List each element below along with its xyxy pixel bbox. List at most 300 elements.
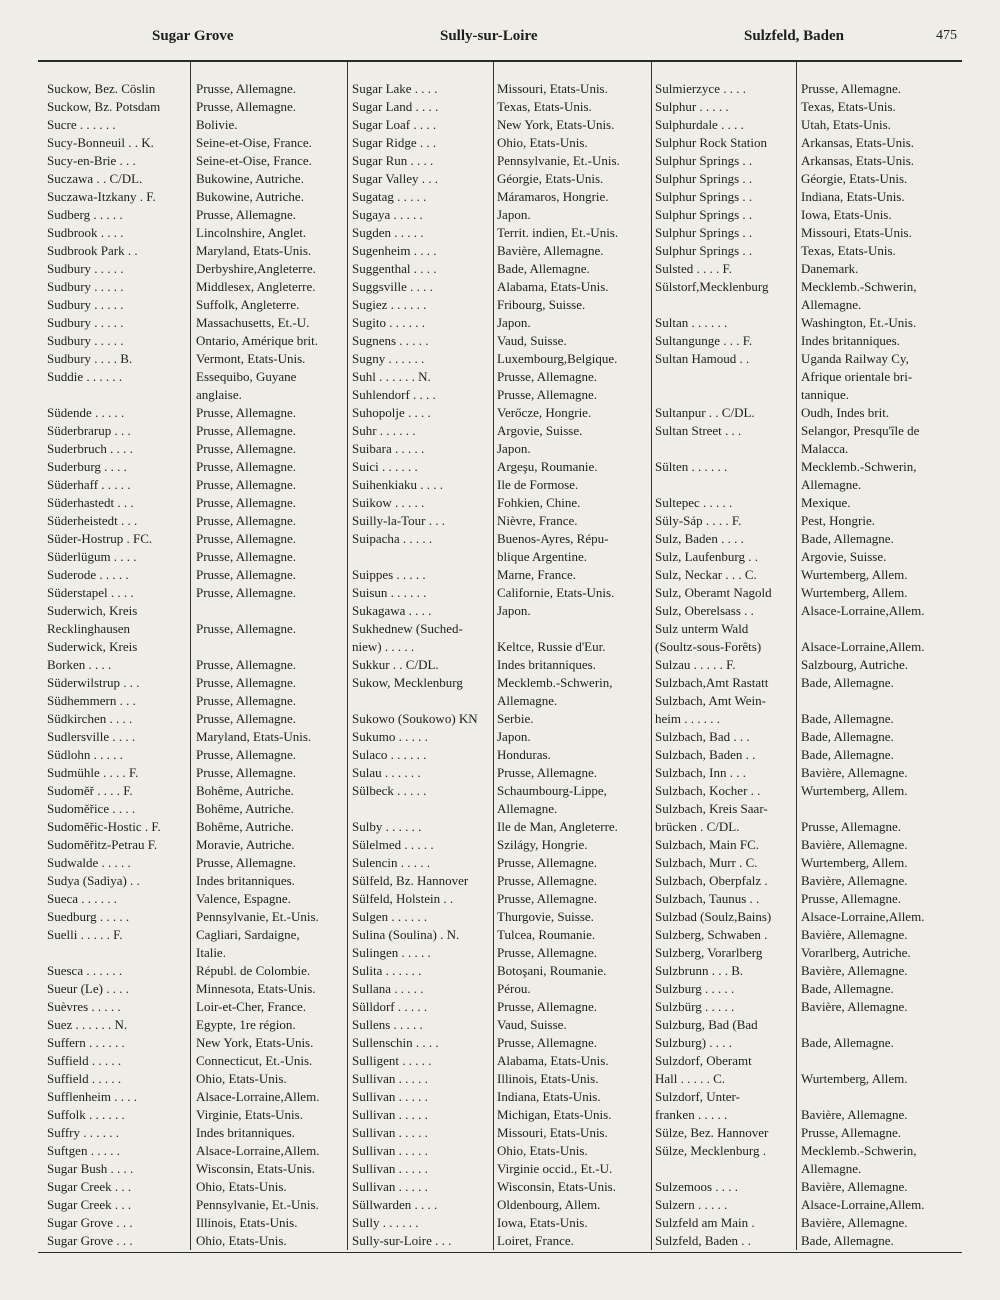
entry-line: Sugnens . . . . . [352, 333, 429, 348]
entry-line: Prusse, Allemagne. [497, 1035, 598, 1050]
entry-line: Sulz, Neckar . . . C. [655, 567, 757, 582]
entry-line: Sukagawa . . . . [352, 603, 432, 618]
entry-line: Alsace-Lorraine,Allem. [801, 639, 925, 654]
entry-line: Sudbury . . . . . [47, 297, 124, 312]
entry-line: Sulzburg . . . . . [655, 981, 735, 996]
entry-line: Sugar Loaf . . . . [352, 117, 437, 132]
entry-line: Indiana, Etats-Unis. [497, 1089, 601, 1104]
entry-line: Marne, France. [497, 567, 577, 582]
entry-line: Prusse, Allemagne. [497, 855, 598, 870]
entry-line: Bukowine, Autriche. [196, 171, 304, 186]
entry-line: Sudberg . . . . . [47, 207, 123, 222]
entry-line: Suikow . . . . . [352, 495, 425, 510]
entry-line: Sulzbach, Kocher . . [655, 783, 761, 798]
entry-line: Suffry . . . . . . [47, 1125, 119, 1140]
entry-line: Missouri, Etats-Unis. [497, 1125, 608, 1140]
entry-line: Sugiez . . . . . . [352, 297, 427, 312]
entry-line: Essequibo, Guyane [196, 369, 297, 384]
entry-line: Sullivan . . . . . [352, 1089, 428, 1104]
entry-line: Sulphur Rock Station [655, 135, 767, 150]
entry-line: Allemagne. [801, 477, 862, 492]
entry-line [655, 386, 791, 404]
entry-line: Sudoměř . . . . F. [47, 783, 133, 798]
entry-line: Sukow, Mecklenburg [352, 675, 463, 690]
entry-line: Süderheistedt . . . [47, 513, 138, 528]
entry-line [655, 1160, 791, 1178]
entry-line: Bade, Allemagne. [801, 1233, 894, 1248]
entry-line: Utah, Etats-Unis. [801, 117, 891, 132]
entry-line: Sulligent . . . . . [352, 1053, 432, 1068]
entry-line: Bade, Allemagne. [801, 531, 894, 546]
entry-line: Prusse, Allemagne. [196, 657, 297, 672]
entry-line: Alsace-Lorraine,Allem. [801, 1197, 925, 1212]
location-column-2 [497, 80, 649, 1250]
entry-line: Illinois, Etats-Unis. [497, 1071, 599, 1086]
entry-line: Sulzdorf, Unter- [655, 1089, 740, 1104]
entry-line: Indes britanniques. [196, 873, 295, 888]
entry-line: Bade, Allemagne. [801, 711, 894, 726]
entry-line: Allemagne. [497, 693, 558, 708]
entry-line: Bade, Allemagne. [801, 675, 894, 690]
entry-line: Prusse, Allemagne. [196, 675, 297, 690]
entry-line: Suesca . . . . . . [47, 963, 123, 978]
entry-line [47, 944, 189, 962]
entry-line [801, 620, 957, 638]
entry-line: Thurgovie, Suisse. [497, 909, 594, 924]
entry-line: Sudbury . . . . . [47, 315, 124, 330]
entry-line: Prusse, Allemagne. [196, 81, 297, 96]
entry-line: Iowa, Etats-Unis. [801, 207, 892, 222]
place-name-column-3 [655, 80, 791, 1250]
entry-line: Wurtemberg, Allem. [801, 567, 908, 582]
entry-line: heim . . . . . . [655, 711, 720, 726]
entry-line: Prusse, Allemagne. [196, 441, 297, 456]
entry-line: Prusse, Allemagne. [196, 585, 297, 600]
entry-line: Sudya (Sadiya) . . [47, 873, 140, 888]
entry-line: Sudoměřice . . . . [47, 801, 136, 816]
entry-line: Pennsylvanie, Et.-Unis. [196, 909, 319, 924]
entry-line: Prusse, Allemagne. [497, 369, 598, 384]
entry-line: Sugaya . . . . . [352, 207, 423, 222]
entry-line: Suisun . . . . . . [352, 585, 427, 600]
entry-line: Sulzburg, Bad (Bad [655, 1017, 758, 1032]
entry-line: Sullivan . . . . . [352, 1143, 428, 1158]
entry-line: Bavière, Allemagne. [801, 1107, 908, 1122]
entry-line: Sulzern . . . . . [655, 1197, 728, 1212]
entry-line: Sukhednew (Suched- [352, 621, 463, 636]
entry-line: Süderhaff . . . . . [47, 477, 131, 492]
entry-line: Iowa, Etats-Unis. [497, 1215, 588, 1230]
entry-line: Recklinghausen [47, 621, 131, 636]
entry-line: Sueca . . . . . . [47, 891, 118, 906]
entry-line [352, 800, 492, 818]
entry-line: Fohkien, Chine. [497, 495, 581, 510]
entry-line: Wurtemberg, Allem. [801, 585, 908, 600]
entry-line: Süly-Sáp . . . . F. [655, 513, 742, 528]
entry-line: Wisconsin, Etats-Unis. [196, 1161, 315, 1176]
entry-line: Prusse, Allemagne. [196, 513, 297, 528]
entry-line: Suhlendorf . . . . [352, 387, 436, 402]
entry-line: Bavière, Allemagne. [801, 765, 908, 780]
entry-line: Sugar Valley . . . [352, 171, 439, 186]
entry-line: Sulzbach, Murr . C. [655, 855, 758, 870]
entry-line: Prusse, Allemagne. [801, 891, 902, 906]
entry-line: Ohio, Etats-Unis. [196, 1179, 287, 1194]
entry-line: Prusse, Allemagne. [196, 405, 297, 420]
entry-line: Sulzau . . . . . F. [655, 657, 736, 672]
entry-line: Alabama, Etats-Unis. [497, 279, 609, 294]
entry-line: Sucy-Bonneuil . . K. [47, 135, 154, 150]
entry-line: Uganda Railway Cy, [801, 351, 909, 366]
entry-line: Sulphur Springs . . [655, 243, 753, 258]
entry-line: Szilágy, Hongrie. [497, 837, 588, 852]
entry-line: Indes britanniques. [196, 1125, 295, 1140]
entry-line: Allemagne. [497, 801, 558, 816]
entry-line: Sullivan . . . . . [352, 1125, 428, 1140]
entry-line: Sudbury . . . . . [47, 279, 124, 294]
entry-line: Suez . . . . . . N. [47, 1017, 128, 1032]
entry-line: Illinois, Etats-Unis. [196, 1215, 298, 1230]
entry-line [196, 638, 344, 656]
entry-line: Bavière, Allemagne. [497, 243, 604, 258]
entry-line: Alsace-Lorraine,Allem. [196, 1143, 320, 1158]
entry-line: Honduras. [497, 747, 551, 762]
entry-line: Italie. [196, 945, 226, 960]
entry-line: Prusse, Allemagne. [801, 1125, 902, 1140]
entry-line: Maryland, Etats-Unis. [196, 729, 312, 744]
entry-line: Texas, Etats-Unis. [801, 99, 896, 114]
entry-line: Sulzberg, Schwaben . [655, 927, 768, 942]
entry-line: Sueur (Le) . . . . [47, 981, 129, 996]
entry-line: Suhopolje . . . . [352, 405, 431, 420]
entry-line: Lincolnshire, Anglet. [196, 225, 307, 240]
entry-line: Prusse, Allemagne. [196, 549, 297, 564]
entry-line: Sullenschin . . . . [352, 1035, 439, 1050]
entry-line: Sulzbrunn . . . B. [655, 963, 744, 978]
entry-line: Suèvres . . . . . [47, 999, 121, 1014]
entry-line: Sülze, Mecklenburg . [655, 1143, 766, 1158]
entry-line: Selangor, Presqu'île de [801, 423, 920, 438]
entry-line [352, 692, 492, 710]
entry-line: Mexique. [801, 495, 851, 510]
entry-line: Loiret, France. [497, 1233, 574, 1248]
entry-line: Sukowo (Soukowo) KN [352, 711, 478, 726]
entry-line: Nièvre, France. [497, 513, 578, 528]
entry-line: Suftgen . . . . . [47, 1143, 120, 1158]
entry-line: Süderhastedt . . . [47, 495, 134, 510]
entry-line: Maryland, Etats-Unis. [196, 243, 312, 258]
entry-line: Sugar Lake . . . . [352, 81, 438, 96]
entry-line: Bavière, Allemagne. [801, 837, 908, 852]
entry-line: Japon. [497, 315, 531, 330]
entry-line: Sulzbach, Oberpfalz . [655, 873, 768, 888]
entry-line: Sulita . . . . . . [352, 963, 422, 978]
entry-line: Suffield . . . . . [47, 1071, 122, 1086]
entry-line: Cagliari, Sardaigne, [196, 927, 300, 942]
entry-line: Sultan . . . . . . [655, 315, 728, 330]
entry-line: Japon. [497, 207, 531, 222]
entry-line: New York, Etats-Unis. [497, 117, 615, 132]
column-rule [651, 62, 652, 1250]
location-column-3 [801, 80, 957, 1250]
entry-line: Sudwalde . . . . . [47, 855, 131, 870]
entry-line: Alabama, Etats-Unis. [497, 1053, 609, 1068]
entry-line: Sugar Bush . . . . [47, 1161, 134, 1176]
entry-line: Prusse, Allemagne. [196, 567, 297, 582]
entry-line: Japon. [497, 603, 531, 618]
entry-line: Sullivan . . . . . [352, 1107, 428, 1122]
location-column-1 [196, 80, 344, 1250]
entry-line: Pennsylvanie, Et.-Unis. [497, 153, 620, 168]
entry-line: Sulz unterm Wald [655, 621, 749, 636]
entry-line: Missouri, Etats-Unis. [497, 81, 608, 96]
entry-line: Prusse, Allemagne. [497, 765, 598, 780]
entry-line [801, 1016, 957, 1034]
entry-line: Prusse, Allemagne. [196, 99, 297, 114]
entry-line: Bavière, Allemagne. [801, 999, 908, 1014]
entry-line: Sulzdorf, Oberamt [655, 1053, 752, 1068]
entry-line: New York, Etats-Unis. [196, 1035, 314, 1050]
entry-line: Derbyshire,Angleterre. [196, 261, 316, 276]
entry-line: Sulsted . . . . F. [655, 261, 732, 276]
entry-line: Sulzbach, Amt Wein- [655, 693, 767, 708]
entry-line: Suderode . . . . . [47, 567, 129, 582]
entry-line: Südende . . . . . [47, 405, 125, 420]
entry-line: Washington, Et.-Unis. [801, 315, 917, 330]
entry-line: Suffield . . . . . [47, 1053, 122, 1068]
place-name-column-1 [47, 80, 189, 1250]
entry-line: Prusse, Allemagne. [196, 621, 297, 636]
entry-line: Borken . . . . [47, 657, 112, 672]
entry-line: (Soultz-sous-Forêts) [655, 639, 762, 654]
entry-line [655, 440, 791, 458]
entry-line: Bade, Allemagne. [801, 1035, 894, 1050]
entry-line: Prusse, Allemagne. [196, 693, 297, 708]
entry-line: Sulzbad (Soulz,Bains) [655, 909, 772, 924]
entry-line: Sülze, Bez. Hannover [655, 1125, 769, 1140]
entry-line: Moravie, Autriche. [196, 837, 295, 852]
entry-line: Prusse, Allemagne. [497, 945, 598, 960]
entry-line: Suczawa-Itzkany . F. [47, 189, 156, 204]
entry-line: Suedburg . . . . . [47, 909, 130, 924]
entry-line: Texas, Etats-Unis. [497, 99, 592, 114]
entry-line: Territ. indien, Et.-Unis. [497, 225, 619, 240]
entry-line: Suffolk . . . . . . [47, 1107, 125, 1122]
entry-line [655, 368, 791, 386]
entry-line: Sugar Ridge . . . [352, 135, 437, 150]
entry-line: Suderwich, Kreis [47, 603, 138, 618]
entry-line: Indiana, Etats-Unis. [801, 189, 905, 204]
entry-line: Sülten . . . . . . [655, 459, 728, 474]
entry-line: Suckow, Bz. Potsdam [47, 99, 161, 114]
entry-line: Sulby . . . . . . [352, 819, 422, 834]
entry-line: Suderburg . . . . [47, 459, 127, 474]
entry-line: Sulphurdale . . . . [655, 117, 744, 132]
running-head-right: Sulzfeld, Baden [744, 28, 845, 44]
entry-line: Sulzbach, Kreis Saar- [655, 801, 768, 816]
entry-line: Malacca. [801, 441, 849, 456]
entry-line: Sulencin . . . . . [352, 855, 430, 870]
entry-line: Vaud, Suisse. [497, 1017, 567, 1032]
entry-line: Allemagne. [801, 297, 862, 312]
entry-line: franken . . . . . [655, 1107, 728, 1122]
entry-line: Seine-et-Oise, France. [196, 153, 312, 168]
entry-line: Arkansas, Etats-Unis. [801, 153, 915, 168]
entry-line: Prusse, Allemagne. [196, 765, 297, 780]
entry-line: Salzbourg, Autriche. [801, 657, 908, 672]
entry-line: Prusse, Allemagne. [196, 207, 297, 222]
entry-line: Sully-sur-Loire . . . [352, 1233, 452, 1248]
entry-line: Sugar Creek . . . [47, 1179, 132, 1194]
entry-line: Ile de Formose. [497, 477, 579, 492]
entry-line: brücken . C/DL. [655, 819, 740, 834]
column-rule [493, 62, 494, 1250]
entry-line: Sucy-en-Brie . . . [47, 153, 136, 168]
entry-line: Bavière, Allemagne. [801, 1215, 908, 1230]
entry-line: Sultanpur . . C/DL. [655, 405, 755, 420]
entry-line: Sulmierzyce . . . . [655, 81, 746, 96]
entry-line: Connecticut, Et.-Unis. [196, 1053, 313, 1068]
entry-line: Sulz, Baden . . . . [655, 531, 744, 546]
entry-line: Vaud, Suisse. [497, 333, 567, 348]
entry-line: Sulau . . . . . . [352, 765, 421, 780]
entry-line: Argeşu, Roumanie. [497, 459, 598, 474]
entry-line: Géorgie, Etats-Unis. [497, 171, 604, 186]
entry-line: Serbie. [497, 711, 534, 726]
place-name-column-2 [352, 80, 492, 1250]
entry-line: Virginie, Etats-Unis. [196, 1107, 303, 1122]
entry-line: Sugar Land . . . . [352, 99, 439, 114]
entry-line: Luxembourg,Belgique. [497, 351, 618, 366]
entry-line: Sultan Street . . . [655, 423, 742, 438]
entry-line: Sullivan . . . . . [352, 1161, 428, 1176]
entry-line: Sudbury . . . . B. [47, 351, 133, 366]
entry-line: Sulzfeld, Baden . . [655, 1233, 752, 1248]
entry-line: Prusse, Allemagne. [801, 819, 902, 834]
entry-line: Bohême, Autriche. [196, 819, 294, 834]
entry-line: Bavière, Allemagne. [801, 963, 908, 978]
entry-line: Virginie occid., Et.-U. [497, 1161, 613, 1176]
entry-line: Ohio, Etats-Unis. [497, 1143, 588, 1158]
entry-line: Prusse, Allemagne. [801, 81, 902, 96]
entry-line: Sulphur Springs . . [655, 225, 753, 240]
entry-line [801, 692, 957, 710]
entry-line: Prusse, Allemagne. [196, 855, 297, 870]
entry-line: Massachusetts, Et.-U. [196, 315, 310, 330]
entry-line: Sulzfeld am Main . [655, 1215, 755, 1230]
entry-line: Pérou. [497, 981, 531, 996]
entry-line: Sudmühle . . . . F. [47, 765, 139, 780]
entry-line: Missouri, Etats-Unis. [801, 225, 912, 240]
entry-line: Valence, Espagne. [196, 891, 291, 906]
entry-line: Máramaros, Hongrie. [497, 189, 609, 204]
entry-line [801, 1088, 957, 1106]
column-rule [796, 62, 797, 1250]
entry-line: Sugar Grove . . . [47, 1233, 133, 1248]
entry-line: Minnesota, Etats-Unis. [196, 981, 316, 996]
entry-line: tannique. [801, 387, 850, 402]
entry-line [801, 800, 957, 818]
entry-line: Sulzbach, Main FC. [655, 837, 759, 852]
entry-line: Sulphur Springs . . [655, 153, 753, 168]
entry-line: Sugny . . . . . . [352, 351, 425, 366]
entry-line: Ontario, Amérique brit. [196, 333, 319, 348]
entry-line: Sudbury . . . . . [47, 333, 124, 348]
entry-line: Sullivan . . . . . [352, 1071, 428, 1086]
entry-line: Prusse, Allemagne. [196, 477, 297, 492]
entry-line: Bohême, Autriche. [196, 801, 294, 816]
entry-line: Sulzbach,Amt Rastatt [655, 675, 769, 690]
entry-line: Suihenkiaku . . . . [352, 477, 443, 492]
entry-line: Sufflenheim . . . . [47, 1089, 138, 1104]
entry-line: Pennsylvanie, Et.-Unis. [196, 1197, 319, 1212]
entry-line: Süder-Hostrup . FC. [47, 531, 153, 546]
entry-line: Mecklemb.-Schwerin, [801, 279, 917, 294]
entry-line: Argovie, Suisse. [497, 423, 583, 438]
entry-line: Botoşani, Roumanie. [497, 963, 607, 978]
entry-line: Suffern . . . . . . [47, 1035, 125, 1050]
entry-line: Suczawa . . C/DL. [47, 171, 143, 186]
entry-line: Sudbury . . . . . [47, 261, 124, 276]
entry-line: Prusse, Allemagne. [196, 747, 297, 762]
entry-line: Bavière, Allemagne. [801, 873, 908, 888]
entry-line: Suddie . . . . . . [47, 369, 123, 384]
entry-line: Afrique orientale bri- [801, 369, 913, 384]
entry-line: Tulcea, Roumanie. [497, 927, 596, 942]
entry-line: anglaise. [196, 387, 242, 402]
entry-line: Pest, Hongrie. [801, 513, 876, 528]
entry-line: Suelli . . . . . F. [47, 927, 123, 942]
entry-line: Sudbrook . . . . [47, 225, 124, 240]
entry-line: Républ. de Colombie. [196, 963, 311, 978]
page-number: 475 [936, 28, 957, 43]
entry-line: Sucre . . . . . . [47, 117, 116, 132]
entry-line: Prusse, Allemagne. [196, 531, 297, 546]
entry-line: Sulgen . . . . . . [352, 909, 428, 924]
entry-line: Indes britanniques. [801, 333, 900, 348]
entry-line: Sugenheim . . . . [352, 243, 437, 258]
entry-line: Argovie, Suisse. [801, 549, 887, 564]
entry-line: Californie, Etats-Unis. [497, 585, 615, 600]
entry-line: Süderbrarup . . . [47, 423, 131, 438]
entry-line: Suggenthal . . . . [352, 261, 437, 276]
entry-line: Süderstapel . . . . [47, 585, 134, 600]
entry-line: Bukowine, Autriche. [196, 189, 304, 204]
entry-line: Wisconsin, Etats-Unis. [497, 1179, 616, 1194]
entry-line: Sukkur . . C/DL. [352, 657, 439, 672]
entry-line: Hall . . . . . C. [655, 1071, 726, 1086]
entry-line: Michigan, Etats-Unis. [497, 1107, 612, 1122]
entry-line: Vermont, Etats-Unis. [196, 351, 306, 366]
entry-line: Prusse, Allemagne. [196, 459, 297, 474]
entry-line: Suibara . . . . . [352, 441, 425, 456]
entry-line: Egypte, 1re région. [196, 1017, 296, 1032]
entry-line: Sülfeld, Bz. Hannover [352, 873, 469, 888]
entry-line: Sulphur Springs . . [655, 171, 753, 186]
entry-line: Sülstorf,Mecklenburg [655, 279, 769, 294]
entry-line: Sugar Grove . . . [47, 1215, 133, 1230]
entry-line: Suderbruch . . . . [47, 441, 133, 456]
entry-line: Sulz, Oberamt Nagold [655, 585, 772, 600]
entry-line: Sulz, Laufenburg . . [655, 549, 759, 564]
entry-line: Texas, Etats-Unis. [801, 243, 896, 258]
entry-line: Suhl . . . . . . N. [352, 369, 431, 384]
entry-line: Suffolk, Angleterre. [196, 297, 300, 312]
entry-line: Fribourg, Suisse. [497, 297, 586, 312]
entry-line: Ohio, Etats-Unis. [497, 135, 588, 150]
entry-line: Japon. [497, 729, 531, 744]
entry-line: Danemark. [801, 261, 859, 276]
